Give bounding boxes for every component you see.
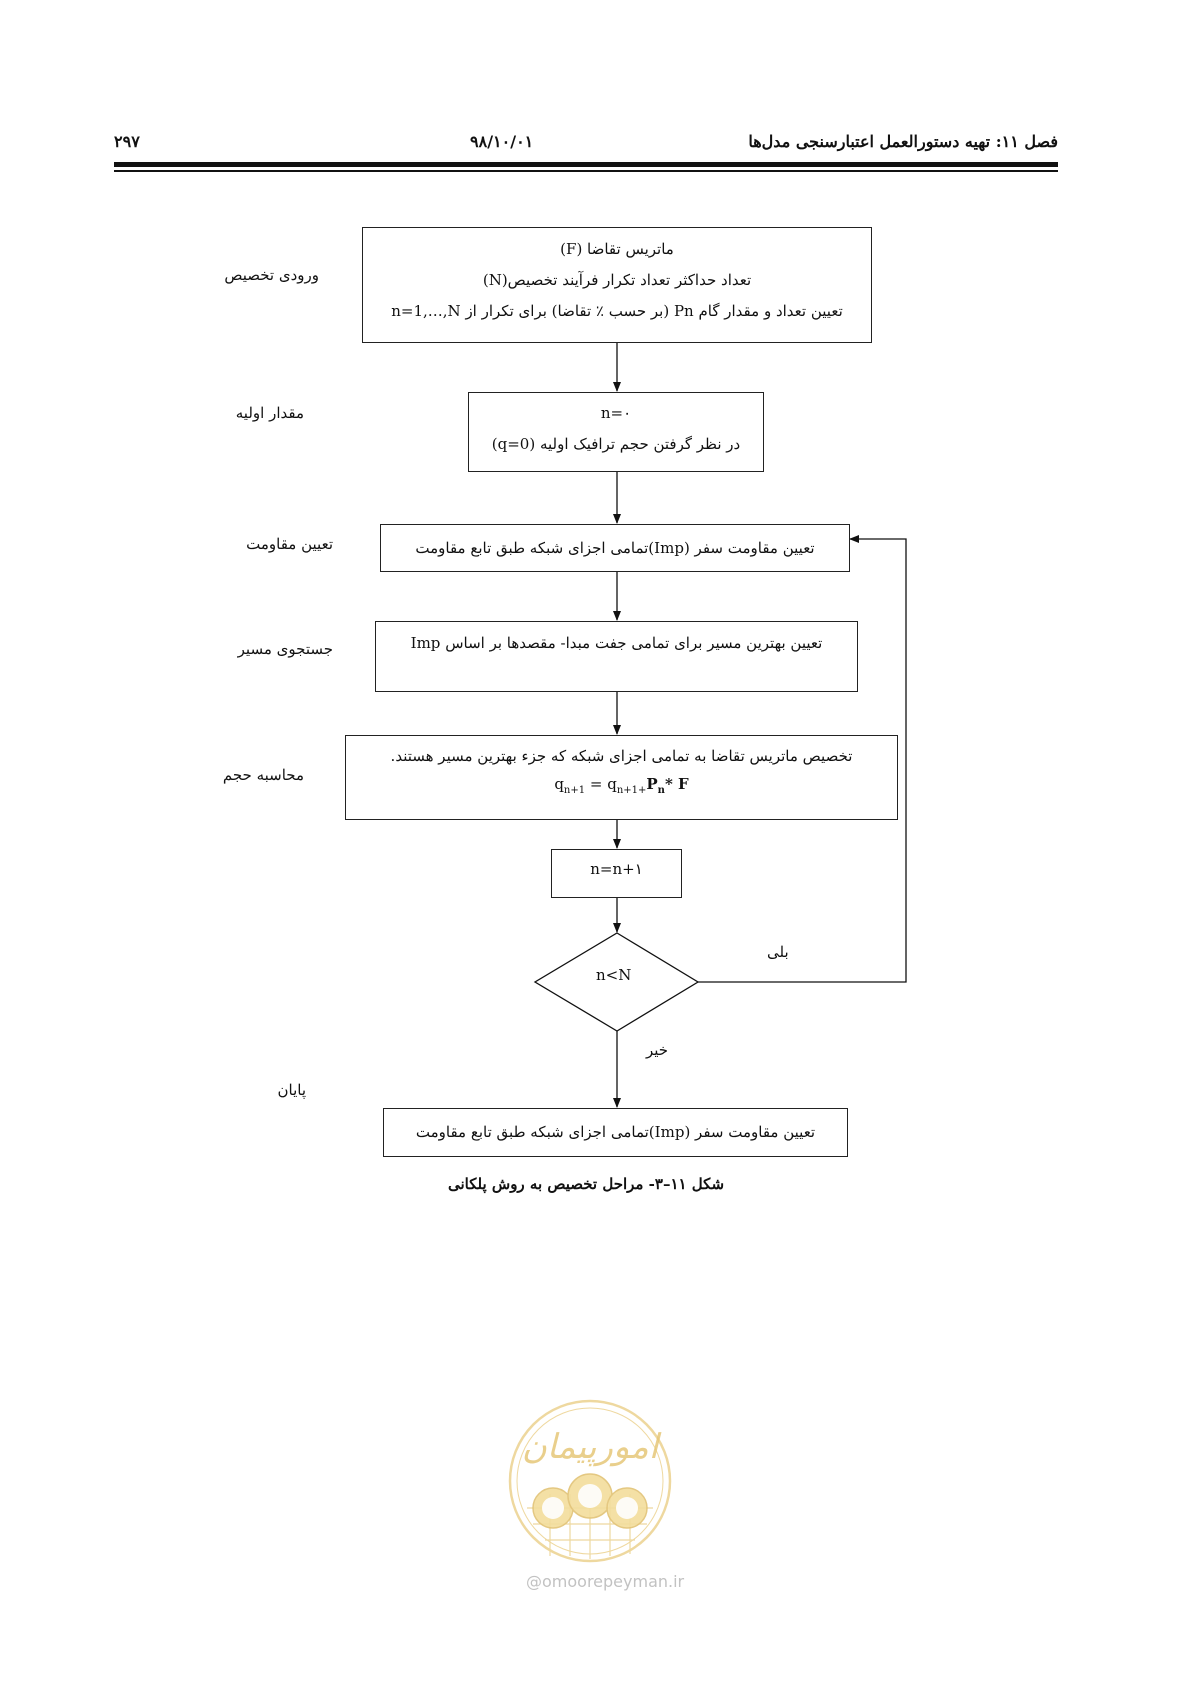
box2-line1: n=۰ bbox=[600, 404, 632, 422]
box5-formula bbox=[554, 770, 688, 805]
box1-line2: تعداد حداکثر تعداد تکرار فرآیند تخصیص(N) bbox=[482, 271, 752, 289]
header-date: ۹۸/۱۰/۰۱ bbox=[470, 132, 534, 151]
watermark-url-text: omoorepeyman.ir bbox=[542, 1572, 685, 1591]
box4-line1: تعیین بهترین مسیر برای تمامی جفت مبدا- مقصدها بر اساس Imp bbox=[410, 634, 823, 652]
decision-label: n<N bbox=[596, 966, 632, 984]
side-label-resistance: تعیین مقاومت bbox=[246, 535, 333, 553]
box6-line1: n=n+۱ bbox=[590, 860, 643, 878]
box7-line1: تعیین مقاومت سفر (Imp)تمامی اجزای شبکه طبق تابع مقاومت bbox=[415, 1123, 816, 1141]
side-label-end: پایان bbox=[277, 1081, 306, 1099]
box1-line3: تعیین تعداد و مقدار گام Pn (بر حسب ٪ تقاضا) برای تکرار از n=1,…,N bbox=[391, 302, 843, 320]
box-increment bbox=[551, 849, 682, 898]
watermark-logo-text: امورپیمان bbox=[521, 1427, 659, 1467]
box5-line1: تخصیص ماتریس تقاضا به تمامی اجزای شبکه که جزء بهترین مسیر هستند. bbox=[390, 747, 853, 765]
formula-q2-sub: n+1+ bbox=[616, 785, 647, 796]
formula-tail: * F bbox=[664, 775, 689, 793]
box-route-search bbox=[375, 621, 858, 692]
page-number: ۲۹۷ bbox=[114, 132, 140, 151]
yes-label: بلی bbox=[767, 943, 789, 961]
box-initial-value bbox=[468, 392, 764, 472]
side-label-volume: محاسبه حجم bbox=[222, 766, 304, 784]
no-label: خیر bbox=[646, 1041, 669, 1059]
box-set-resistance bbox=[380, 524, 850, 572]
figure-caption: شکل ۱۱–۳- مراحل تخصیص به روش پلکانی bbox=[447, 1175, 725, 1193]
box3-line1: تعیین مقاومت سفر (Imp)تمامی اجزای شبکه طبق تابع مقاومت bbox=[415, 538, 815, 557]
formula-p: P bbox=[646, 775, 658, 793]
side-label-search: جستجوی مسیر bbox=[237, 640, 333, 658]
box-assignment-input bbox=[362, 227, 872, 343]
box-end-resistance bbox=[383, 1108, 848, 1157]
box2-line2: در نظر گرفتن حجم ترافیک اولیه (q=0) bbox=[491, 435, 741, 453]
at-icon: @ bbox=[526, 1572, 542, 1591]
box-volume-calc bbox=[345, 735, 898, 820]
formula-q-sub: n+1 bbox=[563, 785, 586, 796]
side-label-initial: مقدار اولیه bbox=[235, 404, 304, 422]
side-label-input: ورودی تخصیص bbox=[224, 266, 319, 284]
formula-p-sub: n bbox=[657, 785, 665, 796]
box1-line1: ماتریس تقاضا (F) bbox=[560, 240, 674, 258]
formula-q: q bbox=[554, 775, 564, 793]
formula-eq: = q bbox=[585, 775, 617, 793]
chapter-title: فصل ۱۱: تهیه دستورالعمل اعتبارسنجی مدل‌ها bbox=[748, 132, 1058, 151]
watermark-url bbox=[526, 1572, 684, 1591]
watermark-logo bbox=[505, 1396, 675, 1566]
